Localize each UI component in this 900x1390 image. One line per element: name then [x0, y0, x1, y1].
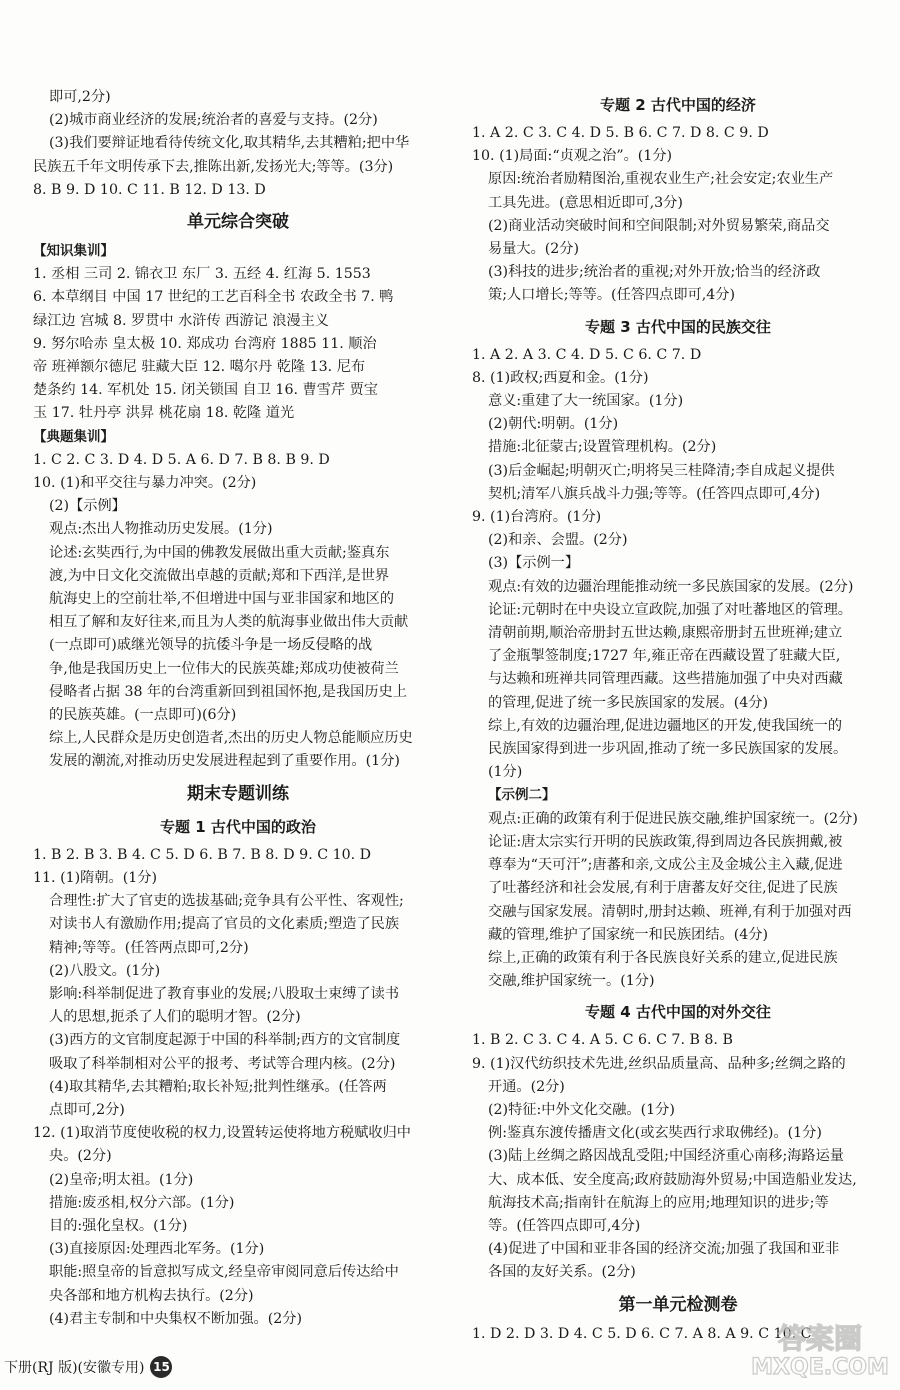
text-line: 点即可,2分) — [49, 1101, 125, 1118]
text-line: 开通。(2分) — [488, 1078, 565, 1095]
section-heading: 专题 2 古代中国的经济 — [600, 96, 756, 114]
text-line: 航海技术高;指南针在航海上的应用;地理知识的进步;等 — [488, 1194, 829, 1211]
text-line: 工具先进。(意思相近即可,3分) — [488, 194, 683, 211]
text-line: 央各部和地方机构去执行。(2分) — [49, 1287, 254, 1304]
text-line: 策;人口增长;等等。(任答四点即可,4分) — [488, 287, 735, 304]
text-line: 10. (1)和平交往与暴力冲突。(2分) — [33, 475, 257, 492]
watermark-title: 答案圈 — [777, 1322, 863, 1355]
text-line: 民族五千年文明传承下去,推陈出新,发扬光大;等等。(3分) — [33, 158, 394, 175]
text-line: (4)促进了中国和亚非各国的经济交流;加强了我国和亚非 — [488, 1241, 840, 1258]
text-line: 民族国家得到进一步巩固,推动了统一多民族国家的发展。 — [488, 741, 848, 758]
text-line: (2)皇帝;明太祖。(1分) — [49, 1171, 194, 1188]
section-heading: 专题 3 古代中国的民族交往 — [585, 317, 771, 336]
text-line: 央。(2分) — [49, 1148, 112, 1165]
text-line: 的管理,促进了统一多民族国家的发展。(4分) — [488, 694, 768, 711]
text-line: (4)君主专制和中央集权不断加强。(2分) — [49, 1310, 303, 1327]
text-line: (3)西方的文官制度起源于中国的科举制;西方的文官制度 — [49, 1032, 401, 1049]
text-line: (一点即可)戚继光领导的抗倭斗争是一场反侵略的战 — [49, 637, 373, 654]
text-line: 1. D 2. D 3. D 4. C 5. D 6. C 7. A 8. A 9. C 10. C — [472, 1325, 812, 1342]
text-line: (2)八股文。(1分) — [49, 962, 161, 979]
text-line: 影响:科举制促进了教育事业的发展;八股取士束缚了读书 — [49, 985, 400, 1002]
text-line: 即可,2分) — [49, 89, 111, 105]
text-line: 1. A 2. C 3. C 4. D 5. B 6. C 7. D 8. C 9. D — [472, 125, 769, 141]
right-column — [472, 86, 884, 1346]
text-line: 吸取了科举制相对公平的报考、考试等合理内核。(2分) — [49, 1055, 396, 1072]
text-line: 大、成本低、安全度高;政府鼓励海外贸易;中国造船业发达, — [488, 1171, 857, 1188]
text-line: 了金瓶掣签制度;1727 年,雍正帝在西藏设置了驻藏大臣, — [488, 648, 841, 665]
text-line: 玉 17. 牡丹亭 洪昇 桃花扇 18. 乾隆 道光 — [33, 405, 295, 422]
text-line: 契机;清军八旗兵战斗力强;等等。(任答四点即可,4分) — [488, 485, 821, 502]
text-line: 1. A 2. A 3. C 4. D 5. C 6. C 7. D — [472, 346, 702, 363]
text-line: (2)商业活动突破时间和空间限制;对外贸易繁荣,商品交 — [488, 217, 830, 234]
text-line: 交融,维护国家统一。(1分) — [488, 973, 655, 990]
text-line: 了吐蕃经济和社会发展,有利于唐蕃友好交往,促进了民族 — [488, 880, 838, 897]
text-line: 渡,为中日文化交流做出卓越的贡献;郑和下西洋,是世界 — [49, 567, 390, 584]
watermark-url: MXQE.COM — [751, 1355, 889, 1380]
text-line: 12. (1)取消节度使收税的权力,设置转运使将地方税赋收归中 — [33, 1125, 411, 1142]
text-line: (3)【示例一】 — [488, 555, 580, 572]
section-tag: 【典题集训】 — [33, 428, 114, 445]
text-line: 帝 班禅额尔德尼 驻藏大臣 12. 噶尔丹 乾隆 13. 尼布 — [33, 359, 366, 376]
text-line: 楚条约 14. 军机处 15. 闭关锁国 自卫 16. 曹雪芹 贾宝 — [33, 382, 378, 399]
text-line: (4)取其精华,去其糟粕;取长补短;批判性继承。(任答两 — [49, 1078, 387, 1095]
text-line: 综上,有效的边疆治理,促进边疆地区的开发,使我国统一的 — [488, 717, 843, 734]
text-line: 1. 丞相 三司 2. 锦衣卫 东厂 3. 五经 4. 红海 5. 1553 — [33, 266, 371, 283]
text-line: (3)我们要辩证地看待传统文化,取其精华,去其糟粕;把中华 — [49, 135, 410, 152]
text-line: (2)【示例】 — [49, 498, 126, 515]
text-line: 8. B 9. D 10. C 11. B 12. D 13. D — [33, 181, 266, 198]
text-line: 观点:正确的政策有利于促进民族交融,维护国家统一。(2分) — [488, 810, 858, 827]
section-heading: 期末专题训练 — [187, 783, 289, 804]
text-line: 原因:统治者励精图治,重视农业生产;社会安定;农业生产 — [488, 171, 834, 188]
text-line: 论证:元朝时在中央设立宣政院,加强了对吐蕃地区的管理。 — [488, 601, 852, 618]
text-line: (3)陆上丝绸之路因战乱受阻;中国经济重心南移;海路运量 — [488, 1148, 844, 1165]
text-line: 论述:玄奘西行,为中国的佛教发展做出重大贡献;鉴真东 — [49, 544, 390, 561]
text-line: 职能:照皇帝的旨意拟写成文,经皇帝审阅同意后传达给中 — [49, 1264, 399, 1281]
section-heading: 专题 1 古代中国的政治 — [160, 817, 316, 836]
text-line: 目的:强化皇权。(1分) — [49, 1217, 188, 1234]
section-heading: 单元综合突破 — [187, 212, 289, 233]
text-line: 航海史上的空前壮举,不但增进中国与亚非国家和地区的 — [49, 591, 395, 608]
text-line: (1分) — [488, 764, 523, 781]
text-line: 论证:唐太宗实行开明的民族政策,得到周边各民族拥戴,被 — [488, 833, 843, 850]
text-line: 措施:北征蒙古;设置管理机构。(2分) — [488, 439, 717, 456]
text-line: 发展的潮流,对推动历史发展进程起到了重要作用。(1分) — [49, 753, 400, 770]
text-line: 8. (1)政权;西夏和金。(1分) — [472, 369, 649, 386]
text-line: (3)科技的进步;统治者的重视;对外开放;恰当的经济政 — [488, 264, 821, 281]
text-line: (2)特征:中外文化交融。(1分) — [488, 1101, 675, 1118]
text-line: (2)朝代:明朝。(1分) — [488, 416, 619, 433]
text-line: 相互了解和友好往来,而且为人类的航海事业做出伟大贡献 — [49, 614, 409, 631]
text-line: 1. C 2. C 3. D 4. D 5. A 6. D 7. B 8. B 9. D — [33, 451, 330, 468]
text-line: 精神;等等。(任答两点即可,2分) — [49, 939, 249, 956]
text-line: 人的思想,扼杀了人们的聪明才智。(2分) — [49, 1009, 301, 1026]
section-tag: 【知识集训】 — [33, 243, 114, 260]
text-line: 侵略者占据 38 年的台湾重新回到祖国怀抱,是我国历史上 — [49, 683, 407, 700]
text-line: 意义:重建了大一统国家。(1分) — [488, 393, 684, 410]
text-line: 10. (1)局面:“贞观之治”。(1分) — [472, 148, 673, 165]
text-line: 综上,人民群众是历史创造者,杰出的历史人物总能顺应历史 — [49, 730, 413, 747]
text-line: 1. B 2. C 3. C 4. A 5. C 6. C 7. B 8. B — [472, 1032, 733, 1049]
page-footer — [0, 1354, 230, 1380]
text-line: 与达赖和班禅共同管理西藏。这些措施加强了中央对西藏 — [488, 671, 843, 688]
text-line: 措施:废丞相,权分六部。(1分) — [49, 1194, 235, 1211]
text-line: (3)直接原因:处理西北军务。(1分) — [49, 1241, 265, 1258]
text-line: 交融与国家发展。清朝时,册封达赖、班禅,有利于加强对西 — [488, 903, 852, 920]
text-line: 11. (1)隋朝。(1分) — [33, 869, 158, 886]
text-line: 综上,正确的政策有利于各民族良好关系的建立,促进民族 — [488, 949, 838, 966]
text-line: 6. 本草纲目 中国 17 世纪的工艺百科全书 农政全书 7. 鸭 — [33, 289, 394, 306]
text-line: 各国的友好关系。(2分) — [488, 1264, 636, 1281]
text-line: (3)后金崛起;明朝灭亡;明将吴三桂降清;李自成起义提供 — [488, 462, 835, 479]
text-line: 例:鉴真东渡传播唐文化(或玄奘西行求取佛经)。(1分) — [488, 1125, 822, 1142]
section-heading: 第一单元检测卷 — [618, 1294, 738, 1315]
left-column — [33, 86, 443, 1331]
footer-label: 下册(RJ 版)(安徽专用) — [4, 1360, 145, 1376]
text-line: (2)和亲、会盟。(2分) — [488, 532, 628, 549]
text-line: 绿江边 宫城 8. 罗贯中 水浒传 西游记 浪漫主义 — [33, 312, 329, 329]
text-line: 清朝前期,顺治帝册封五世达赖,康熙帝册封五世班禅;建立 — [488, 625, 843, 642]
text-line: (2)城市商业经济的发展;统治者的喜爱与支持。(2分) — [49, 112, 378, 129]
text-line: 藏的管理,维护了国家统一和民族团结。(4分) — [488, 926, 768, 943]
text-line: 1. B 2. B 3. B 4. C 5. D 6. B 7. B 8. D 9. C 10. D — [33, 846, 372, 863]
text-line: 合理性:扩大了官吏的选拔基础;竞争具有公平性、客观性; — [49, 893, 404, 910]
text-line: 观点:有效的边疆治理能推动统一多民族国家的发展。(2分) — [488, 578, 854, 595]
text-line: 对读书人有激励作用;提高了官员的文化素质;塑造了民族 — [49, 916, 400, 933]
text-line: 9. 努尔哈赤 皇太极 10. 郑成功 台湾府 1885 11. 顺治 — [33, 335, 377, 352]
watermark-logo — [745, 1318, 895, 1380]
text-line: 的民族英雄。(一点即可)(6分) — [49, 707, 237, 724]
text-line: 观点:杰出人物推动历史发展。(1分) — [49, 521, 273, 538]
text-line: 尊奉为“天可汗”;唐蕃和亲,文成公主及金城公主入藏,促进 — [488, 857, 843, 874]
section-tag: 【示例二】 — [488, 787, 556, 804]
text-line: 易量大。(2分) — [488, 241, 580, 258]
text-line: 9. (1)汉代纺织技术先进,丝织品质量高、品种多;丝绸之路的 — [472, 1055, 846, 1072]
text-line: 等。(任答四点即可,4分) — [488, 1217, 641, 1234]
text-line: 9. (1)台湾府。(1分) — [472, 509, 602, 526]
page-number: 15 — [150, 1356, 172, 1378]
section-heading: 专题 4 古代中国的对外交往 — [585, 1003, 771, 1022]
text-line: 争,他是我国历史上一位伟大的民族英雄;郑成功使被荷兰 — [49, 660, 399, 677]
